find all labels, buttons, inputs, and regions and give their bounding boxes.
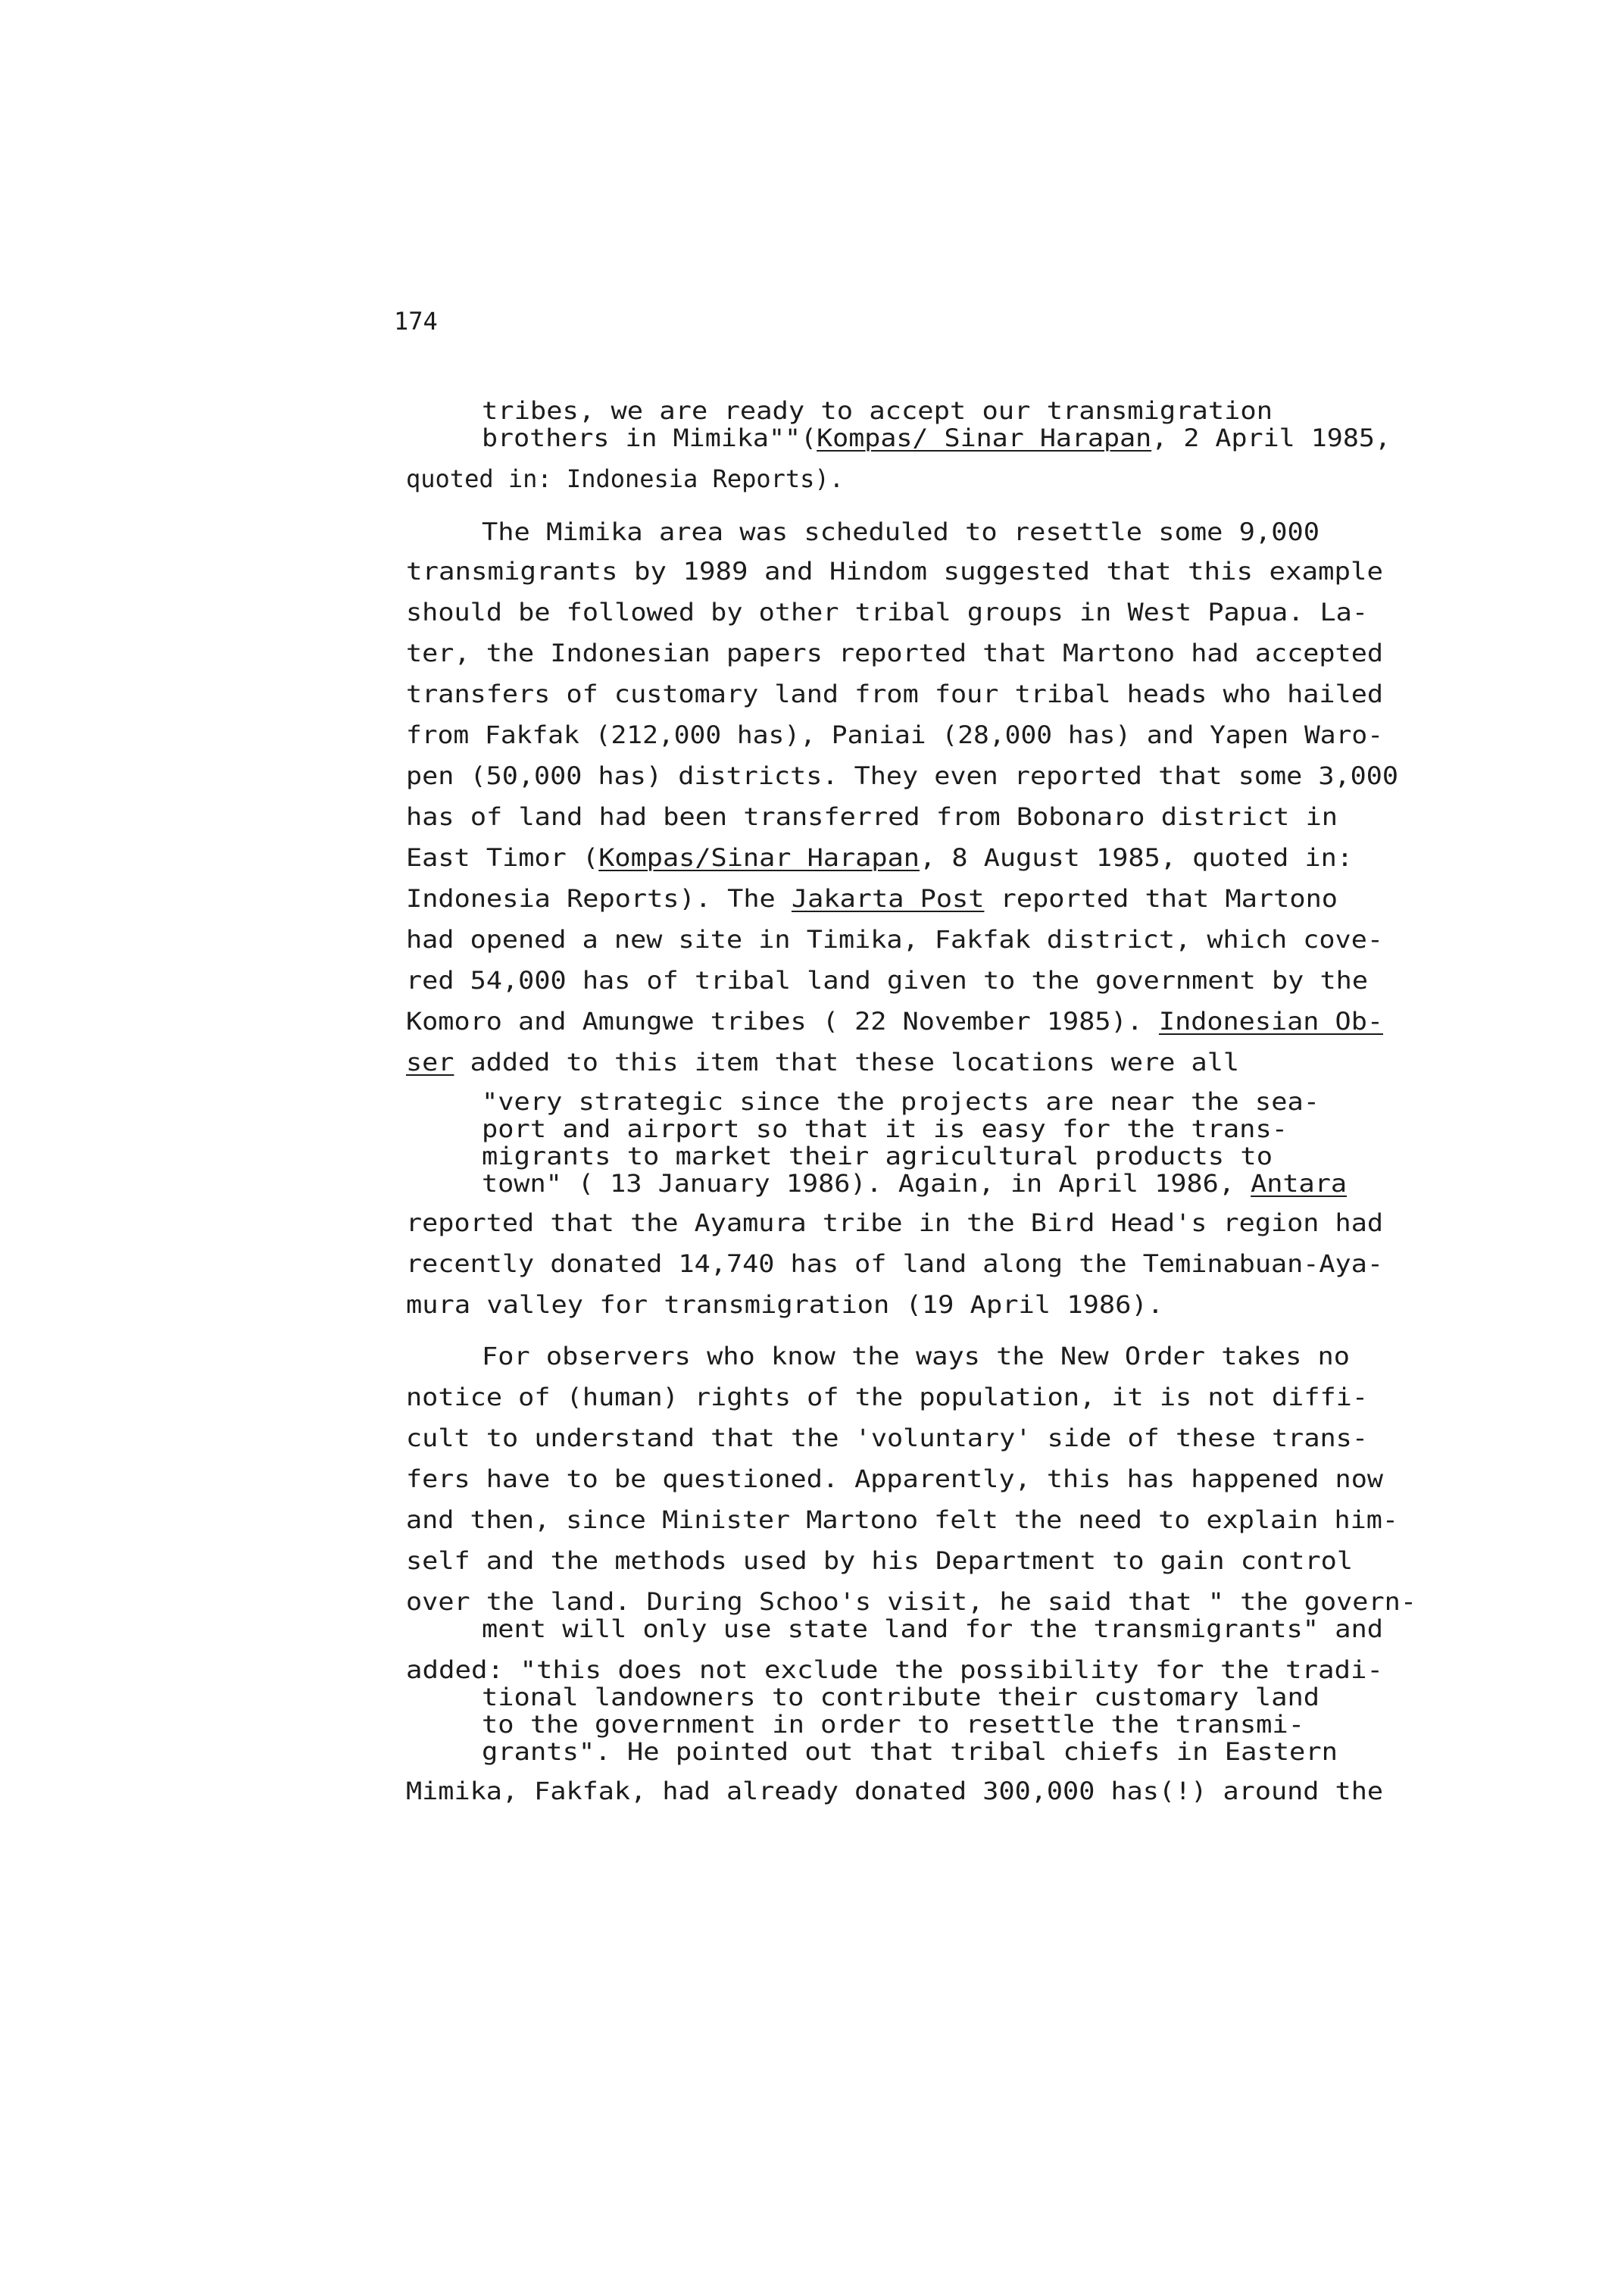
- text-segment: transfers of customary land from four tribal heads who hailed: [406, 680, 1383, 708]
- text-line: [406, 464, 844, 494]
- text-line: [482, 1614, 1383, 1644]
- page-number: 174: [394, 307, 438, 336]
- text-segment: port and airport so that it is easy for the trans-: [482, 1114, 1288, 1143]
- text-line: [406, 1586, 1416, 1617]
- text-segment: from Fakfak (212,000 has), Paniai (28,000 has) and Yapen Waro-: [406, 720, 1383, 749]
- text-line: [406, 1776, 1383, 1806]
- text-segment: tional landowners to contribute their customary land: [482, 1683, 1320, 1711]
- underlined-citation: ser: [406, 1048, 454, 1077]
- text-line: [406, 638, 1383, 668]
- underlined-citation: Kompas/Sinar Harapan: [598, 843, 920, 872]
- text-line: [482, 1682, 1320, 1712]
- text-segment: cult to understand that the 'voluntary' side of these trans-: [406, 1424, 1368, 1452]
- text-line: [406, 1006, 1383, 1036]
- text-segment: brothers in Mimika""(: [482, 424, 817, 452]
- text-line: [406, 1208, 1383, 1238]
- text-line: [406, 842, 1353, 873]
- text-line: [482, 1168, 1347, 1199]
- text-segment: pen (50,000 has) districts. They even reported that some 3,000: [406, 761, 1398, 790]
- text-line: [406, 1423, 1368, 1453]
- text-line: [406, 924, 1383, 955]
- text-segment: grants". He pointed out that tribal chiefs in Eastern: [482, 1737, 1338, 1766]
- text-line: [406, 1047, 1239, 1077]
- text-segment: ment will only use state land for the transmigrants" and: [482, 1614, 1383, 1643]
- text-line: [406, 1464, 1383, 1494]
- text-segment: migrants to market their agricultural products to: [482, 1142, 1273, 1171]
- text-segment: , 8 August 1985, quoted in:: [919, 843, 1354, 872]
- text-segment: Mimika, Fakfak, had already donated 300,000 has(!) around the: [406, 1777, 1383, 1805]
- text-segment: Komoro and Amungwe tribes ( 22 November 1985).: [406, 1007, 1159, 1036]
- text-segment: self and the methods used by his Department to gain control: [406, 1546, 1354, 1575]
- text-line: [482, 517, 1320, 547]
- text-segment: The Mimika area was scheduled to resettle some 9,000: [482, 517, 1320, 546]
- text-segment: town" ( 13 January 1986). Again, in April 1986,: [482, 1169, 1251, 1198]
- text-line: [406, 1655, 1383, 1685]
- text-segment: over the land. During Schoo's visit, he said that " the govern-: [406, 1587, 1416, 1616]
- text-segment: transmigrants by 1989 and Hindom suggested that this example: [406, 557, 1383, 586]
- text-segment: Indonesia Reports). The: [406, 884, 792, 913]
- text-line: [406, 720, 1383, 750]
- underlined-citation: Kompas/ Sinar Harapan: [817, 424, 1152, 452]
- text-segment: should be followed by other tribal groups in West Papua. La-: [406, 598, 1368, 627]
- text-segment: notice of (human) rights of the population, it is not diffi-: [406, 1383, 1368, 1411]
- text-line: [482, 423, 1391, 453]
- text-line: [482, 395, 1273, 426]
- text-segment: quoted in: Indonesia Reports).: [406, 464, 844, 493]
- text-line: [482, 1709, 1304, 1739]
- text-segment: mura valley for transmigration (19 April 1986).: [406, 1290, 1163, 1319]
- text-line: [406, 679, 1383, 709]
- text-line: [406, 1249, 1383, 1279]
- text-segment: added: "this does not exclude the possibility for the tradi-: [406, 1655, 1383, 1684]
- text-line: [406, 883, 1338, 914]
- text-line: [406, 1289, 1163, 1320]
- text-segment: ter, the Indonesian papers reported that Martono had accepted: [406, 639, 1383, 667]
- text-line: [406, 597, 1368, 627]
- text-line: [482, 1341, 1350, 1371]
- text-line: [406, 965, 1368, 995]
- text-segment: added to this item that these locations were all: [454, 1048, 1239, 1077]
- text-line: [406, 761, 1398, 791]
- underlined-citation: Indonesian Ob-: [1158, 1007, 1383, 1036]
- text-segment: reported that the Ayamura tribe in the Bird Head's region had: [406, 1208, 1383, 1237]
- text-segment: , 2 April 1985,: [1151, 424, 1391, 452]
- underlined-citation: Antara: [1251, 1169, 1347, 1198]
- text-line: [406, 1505, 1398, 1535]
- text-segment: red 54,000 has of tribal land given to the government by the: [406, 966, 1368, 995]
- text-segment: For observers who know the ways the New Order takes no: [482, 1342, 1350, 1371]
- text-line: [482, 1141, 1273, 1171]
- text-line: [406, 556, 1383, 586]
- text-segment: fers have to be questioned. Apparently, this has happened now: [406, 1464, 1383, 1493]
- text-segment: has of land had been transferred from Bobonaro district in: [406, 802, 1338, 831]
- text-segment: tribes, we are ready to accept our transmigration: [482, 396, 1273, 425]
- text-line: [406, 1546, 1353, 1576]
- text-line: [482, 1114, 1288, 1144]
- text-line: [482, 1086, 1320, 1117]
- text-segment: East Timor (: [406, 843, 599, 872]
- text-segment: had opened a new site in Timika, Fakfak district, which cove-: [406, 925, 1383, 954]
- text-segment: reported that Martono: [984, 884, 1338, 913]
- text-segment: to the government in order to resettle the transmi-: [482, 1710, 1304, 1739]
- text-segment: "very strategic since the projects are near the sea-: [482, 1087, 1320, 1116]
- text-segment: and then, since Minister Martono felt the need to explain him-: [406, 1505, 1398, 1534]
- underlined-citation: Jakarta Post: [791, 884, 985, 913]
- text-line: [406, 802, 1338, 832]
- text-line: [406, 1382, 1368, 1412]
- text-line: [482, 1736, 1338, 1767]
- text-segment: recently donated 14,740 has of land along the Teminabuan-Aya-: [406, 1249, 1383, 1278]
